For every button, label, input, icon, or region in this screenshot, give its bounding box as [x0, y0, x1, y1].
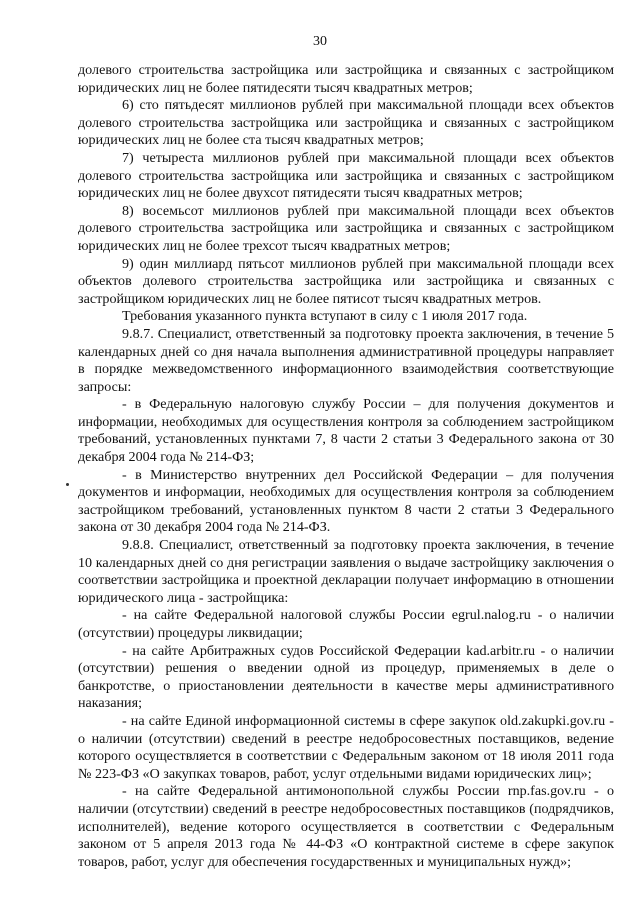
scan-dot-mark — [66, 483, 69, 486]
paragraph-item-9: 9) один миллиард пятьсот миллионов рублей при максимальной площади всех объектов долевого строительства застройщика или застройщика и связанных с застройщиком юридических лиц не более пятисот тысяч квадратных метров. — [78, 255, 614, 307]
paragraph-continuation: долевого строительства застройщика или застройщика и связанных с застройщиком юридических лиц не более пятидесяти тысяч квадратных метров; — [78, 62, 614, 96]
paragraph-mvd-request: - в Министерство внутренних дел Российской Федерации – для получения документов и информации, необходимых для осуществления контроля за соблюдением застройщиком требований, установленных пунктом 8 части 2 статьи 3 Федерального закона от 30 декабря 2004 года № 214-ФЗ. — [78, 466, 614, 536]
paragraph-zakupki-site: - на сайте Единой информационной системы в сфере закупок old.zakupki.gov.ru - о наличии (отсутствии) сведений в реестре недобросовестных поставщиков, ведение которого осуществляется в соответствии с Федеральным законом от 18 июля 2011 года № 223-ФЗ «О закупках товаров, работ, услуг отдельными видами юридических лиц»; — [78, 712, 614, 782]
paragraph-9-8-7: 9.8.7. Специалист, ответственный за подготовку проекта заключения, в течение 5 календарных дней со дня начала выполнения административной процедуры направляет в порядке межведомственного информационного взаимодействия соответствующие запросы: — [78, 325, 614, 395]
paragraph-9-8-8: 9.8.8. Специалист, ответственный за подготовку проекта заключения, в течение 10 календарных дней со дня регистрации заявления о выдаче застройщику заключения о соответствии застройщика и проектной декларации получает информацию в отношении юридического лица - застройщика: — [78, 537, 614, 606]
paragraph-effective-date: Требования указанного пункта вступают в силу с 1 июля 2017 года. — [122, 308, 528, 325]
paragraph-egrul-site: - на сайте Федеральной налоговой службы России egrul.nalog.ru - о наличии (отсутствии) процедуры ликвидации; — [78, 607, 614, 641]
paragraph-arbitr-site: - на сайте Арбитражных судов Российской Федерации kad.arbitr.ru - о наличии (отсутствии) решения о введении одной из процедур, применяемых в деле о банкротстве, о приостановлении деятельности в качестве меры административного наказания; — [78, 642, 614, 712]
paragraph-item-8: 8) восемьсот миллионов рублей при максимальной площади всех объектов долевого строительства застройщика или застройщика и связанных с застройщиком юридических лиц не более трехсот тысяч квадратных метров; — [78, 202, 614, 254]
paragraph-fns-request: - в Федеральную налоговую службу России – для получения документов и информации, необходимых для осуществления контроля за соблюдением застройщиком требований, установленных пунктами 7, 8 части 2 статьи 3 Федерального закона от 30 декабря 2004 года № 214-ФЗ; — [78, 396, 614, 466]
paragraph-item-6: 6) сто пятьдесят миллионов рублей при максимальной площади всех объектов долевого строительства застройщика или застройщика и связанных с застройщиком юридических лиц не более ста тысяч квадратных метров; — [78, 97, 614, 149]
page-number: 30 — [313, 34, 327, 49]
paragraph-item-7: 7) четыреста миллионов рублей при максимальной площади всех объектов долевого строительства застройщика или застройщика и связанных с застройщиком юридических лиц не более двухсот пятидесяти тысяч квадратных метров; — [78, 149, 614, 202]
document-body — [78, 62, 614, 871]
paragraph-fas-site: - на сайте Федеральной антимонопольной службы России rnp.fas.gov.ru - о наличии (отсутствии) сведений в реестре недобросовестных поставщиков (подрядчиков, исполнителей), ведение которого осуществляется в соответствии с Федеральным законом от 5 апреля 2013 года № 44-ФЗ «О контрактной системе в сфере закупок товаров, работ, услуг для обеспечения государственных и муниципальных нужд»; — [78, 783, 614, 870]
